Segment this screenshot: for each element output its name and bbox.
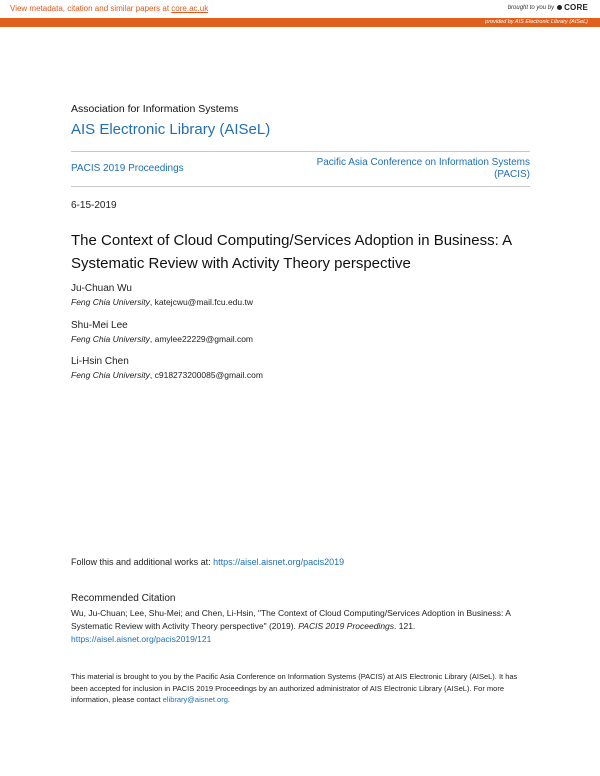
proceedings-link[interactable]: PACIS 2019 Proceedings bbox=[71, 163, 184, 174]
access-notice bbox=[71, 671, 531, 706]
citation-body bbox=[71, 607, 531, 646]
divider-bottom bbox=[71, 186, 530, 187]
core-link-domain: core.ac.uk bbox=[171, 4, 209, 13]
citation-source: PACIS 2019 Proceedings bbox=[298, 621, 395, 631]
affiliation-name: Feng Chia University bbox=[71, 297, 150, 307]
brought-by-text: brought to you by bbox=[507, 4, 555, 11]
affiliation-name: Feng Chia University bbox=[71, 370, 150, 380]
core-logo[interactable] bbox=[557, 3, 588, 12]
citation-url-link[interactable]: https://aisel.aisnet.org/pacis2019/121 bbox=[71, 634, 212, 644]
core-brought-by bbox=[508, 3, 588, 12]
author-affiliation bbox=[71, 334, 253, 344]
citation-text: Wu, Ju-Chuan; Lee, Shu-Mei; and Chen, Li-Hsin, "The Context of Cloud Computing/Services Adoption in Business: A Systematic Review with Activity Theory perspective" (2019). bbox=[71, 608, 511, 631]
affiliation-name: Feng Chia University bbox=[71, 334, 150, 344]
citation-heading: Recommended Citation bbox=[71, 593, 176, 604]
author-name: Li-Hsin Chen bbox=[71, 356, 129, 367]
author-name: Ju-Chuan Wu bbox=[71, 283, 132, 294]
follow-url-link[interactable]: https://aisel.aisnet.org/pacis2019 bbox=[213, 557, 345, 567]
author-email: , katejcwu@mail.fcu.edu.tw bbox=[149, 297, 254, 307]
provider-text: provided by AIS Electronic Library (AISeL) bbox=[485, 19, 588, 25]
paper-title: The Context of Cloud Computing/Services Adoption in Business: A Systematic Review with Activity Theory perspective bbox=[71, 232, 512, 272]
core-metadata-link[interactable] bbox=[10, 4, 208, 13]
author-email: , amylee22229@gmail.com bbox=[149, 334, 254, 344]
core-logo-icon bbox=[557, 5, 562, 10]
follow-text: Follow this and additional works at: bbox=[71, 557, 214, 567]
author-affiliation bbox=[71, 297, 253, 307]
core-banner bbox=[0, 0, 600, 18]
publication-date: 6-15-2019 bbox=[71, 200, 117, 211]
contact-email-link[interactable]: elibrary@aisnet.org bbox=[162, 695, 228, 704]
notice-text: This material is brought to you by the Pacific Asia Conference on Information Systems (PACIS) at AIS Electronic Library (AISeL). It has been accepted for inclusion in PACIS 2019 Proceedings by an authorized administrator of AIS Electronic Library (AISeL). For more information, please contact bbox=[71, 672, 518, 704]
provider-bar bbox=[0, 18, 600, 27]
library-link[interactable]: AIS Electronic Library (AISeL) bbox=[71, 121, 271, 138]
core-link-prefix: View metadata, citation and similar papers at bbox=[10, 4, 172, 13]
follow-line bbox=[71, 557, 344, 567]
citation-number: . 121. bbox=[394, 621, 416, 631]
association-name: Association for Information Systems bbox=[71, 103, 239, 115]
author-email: , c918273200085@gmail.com bbox=[149, 370, 263, 380]
conference-link[interactable]: Pacific Asia Conference on Information Systems (PACIS) bbox=[316, 157, 530, 180]
author-name: Shu-Mei Lee bbox=[71, 320, 128, 331]
author-affiliation bbox=[71, 370, 263, 380]
core-logo-text: CORE bbox=[564, 3, 588, 12]
divider-top bbox=[71, 151, 530, 152]
notice-end: . bbox=[227, 695, 230, 704]
